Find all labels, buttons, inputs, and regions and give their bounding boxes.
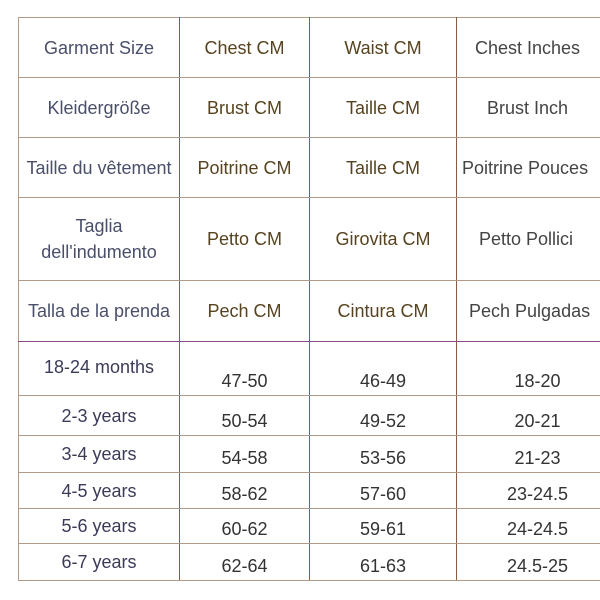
- size-cell: 2-3 years: [19, 396, 180, 436]
- waist-cm-cell: 49-52: [310, 396, 457, 436]
- table-row: [19, 342, 600, 396]
- size-chart-table: [18, 17, 600, 581]
- chest-inches-header: Poitrine Pouces: [457, 138, 600, 198]
- table-row: [19, 396, 600, 436]
- waist-cm-header: Girovita CM: [310, 198, 457, 281]
- chest-cm-cell: 50-54: [180, 396, 310, 436]
- chest-inches-cell: 20-21: [457, 396, 600, 436]
- chest-inches-header: Chest Inches: [457, 18, 600, 78]
- waist-cm-cell: 59-61: [310, 509, 457, 544]
- garment-size-header: Talla de la prenda: [19, 281, 180, 342]
- chest-inches-header: Pech Pulgadas: [457, 281, 600, 342]
- table-row: [19, 436, 600, 473]
- size-cell: 18-24 months: [19, 342, 180, 396]
- chest-cm-header: Poitrine CM: [180, 138, 310, 198]
- garment-size-header: Taglia dell'indumento: [19, 198, 180, 281]
- size-cell: 5-6 years: [19, 509, 180, 544]
- garment-size-header: Kleidergröße: [19, 78, 180, 138]
- chest-cm-header: Brust CM: [180, 78, 310, 138]
- waist-cm-header: Cintura CM: [310, 281, 457, 342]
- header-row-it: [19, 198, 600, 281]
- table-row: [19, 544, 600, 581]
- chest-inches-cell: 24.5-25: [457, 544, 600, 581]
- chest-inches-cell: 24-24.5: [457, 509, 600, 544]
- waist-cm-header: Taille CM: [310, 138, 457, 198]
- garment-size-header: Garment Size: [19, 18, 180, 78]
- chest-inches-cell: 23-24.5: [457, 473, 600, 509]
- chest-cm-cell: 54-58: [180, 436, 310, 473]
- waist-cm-cell: 46-49: [310, 342, 457, 396]
- size-cell: 3-4 years: [19, 436, 180, 473]
- waist-cm-cell: 53-56: [310, 436, 457, 473]
- size-cell: 6-7 years: [19, 544, 180, 581]
- chest-inches-cell: 21-23: [457, 436, 600, 473]
- chest-cm-cell: 62-64: [180, 544, 310, 581]
- chest-cm-header: Chest CM: [180, 18, 310, 78]
- chest-inches-header: Petto Pollici: [457, 198, 600, 281]
- table-row: [19, 509, 600, 544]
- waist-cm-header: Taille CM: [310, 78, 457, 138]
- chest-cm-header: Pech CM: [180, 281, 310, 342]
- garment-size-header: Taille du vêtement: [19, 138, 180, 198]
- waist-cm-cell: 57-60: [310, 473, 457, 509]
- header-row-es: [19, 281, 600, 342]
- chest-inches-cell: 18-20: [457, 342, 600, 396]
- table-row: [19, 473, 600, 509]
- chest-cm-header: Petto CM: [180, 198, 310, 281]
- chest-cm-cell: 60-62: [180, 509, 310, 544]
- header-row-en: [19, 18, 600, 78]
- chest-inches-header: Brust Inch: [457, 78, 600, 138]
- chest-cm-cell: 58-62: [180, 473, 310, 509]
- waist-cm-header: Waist CM: [310, 18, 457, 78]
- size-cell: 4-5 years: [19, 473, 180, 509]
- chest-cm-cell: 47-50: [180, 342, 310, 396]
- waist-cm-cell: 61-63: [310, 544, 457, 581]
- header-row-de: [19, 78, 600, 138]
- header-row-fr: [19, 138, 600, 198]
